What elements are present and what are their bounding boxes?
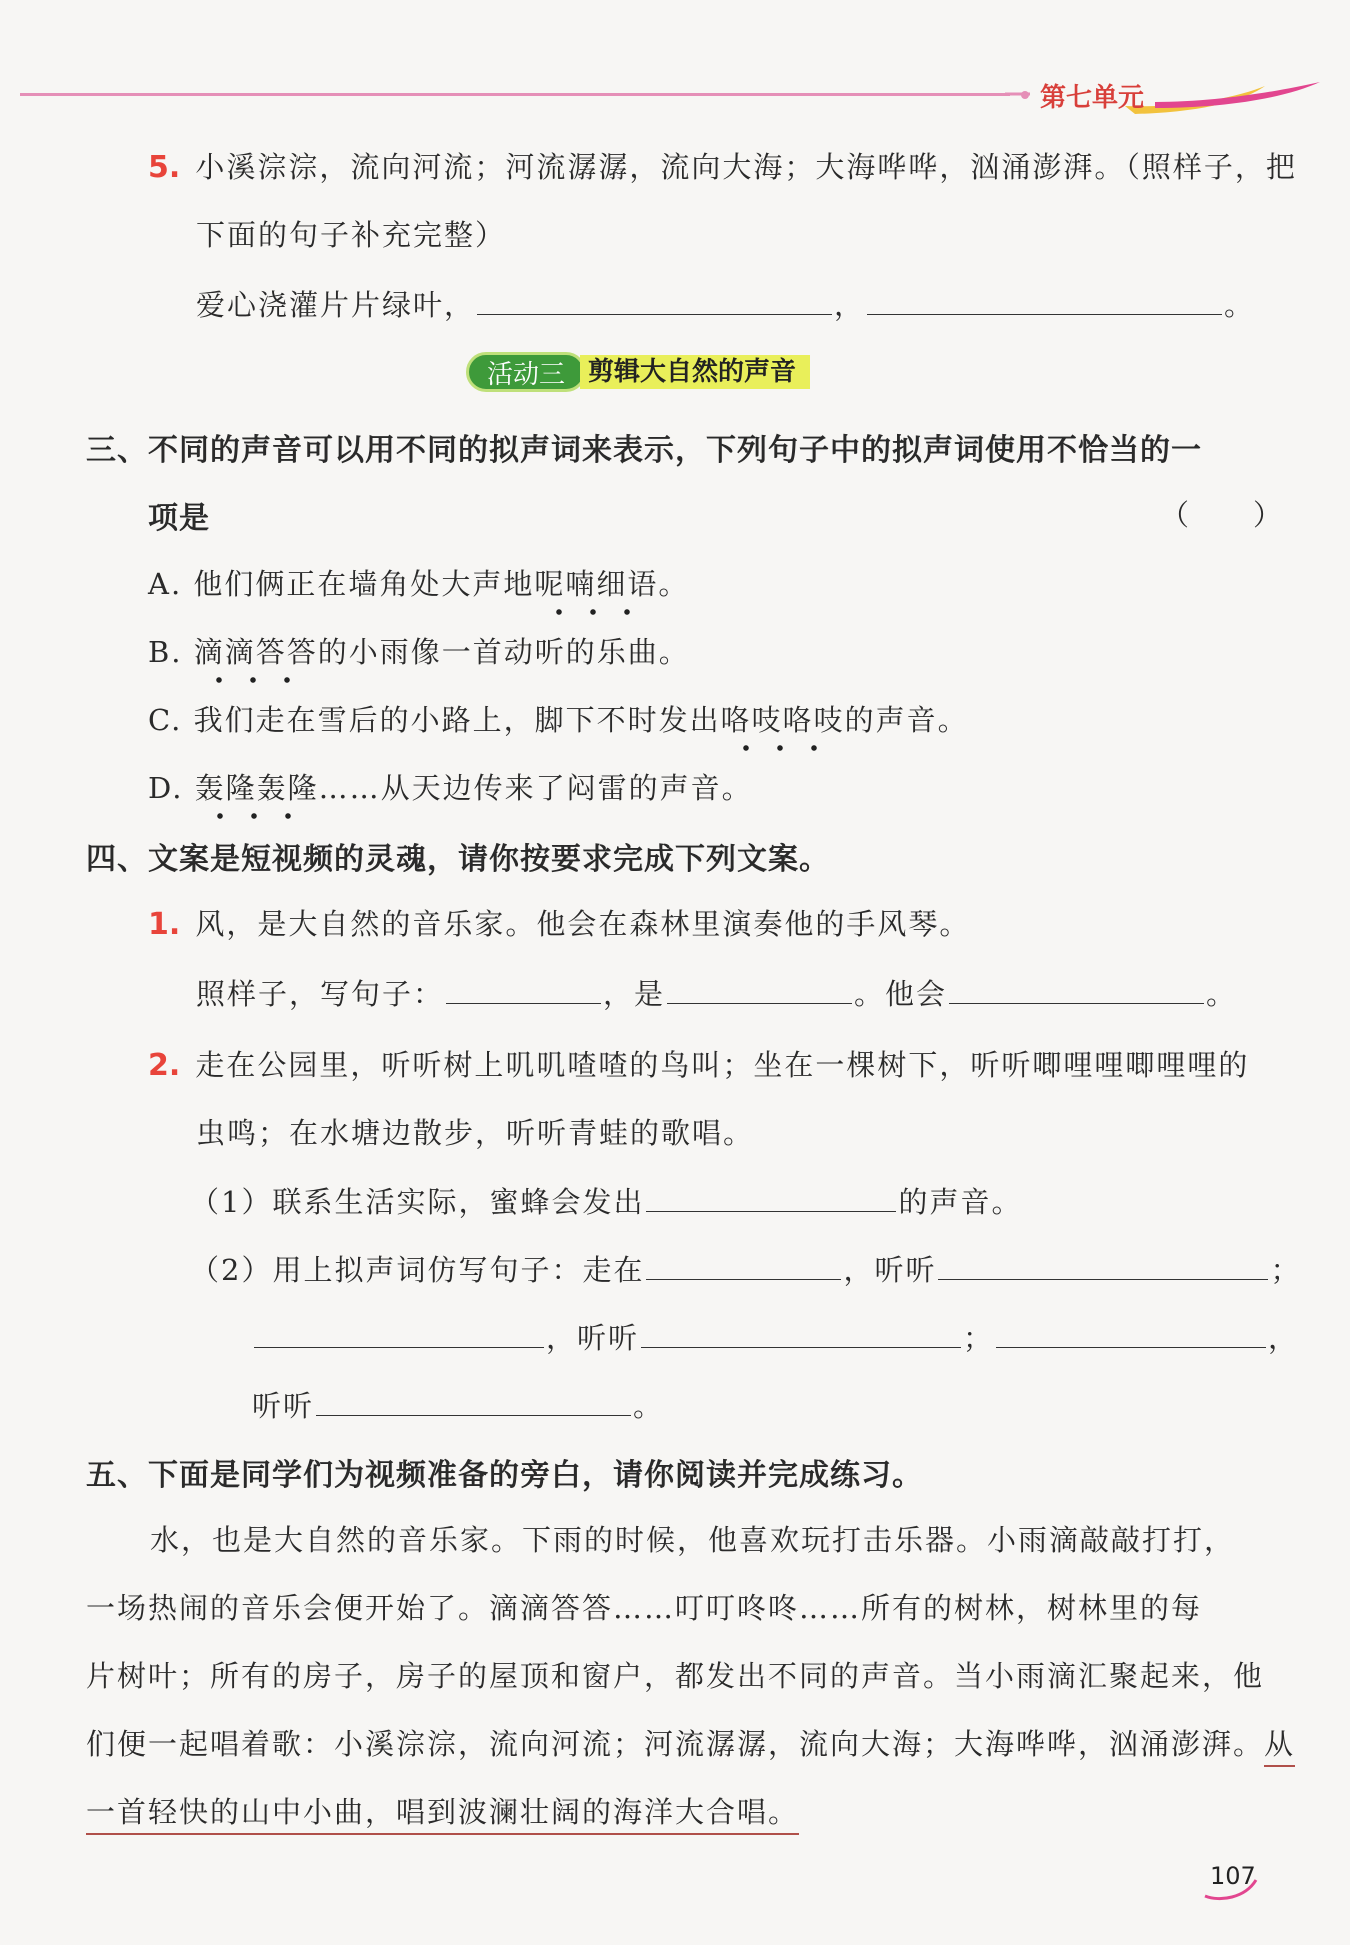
s4-q2-sub1-blank[interactable] [646,1181,896,1212]
page-number: 107 [1210,1862,1256,1890]
option-c-onomatopoeia: 咯吱咯吱 [721,698,845,739]
s4-q2-end: 。 [633,1389,665,1423]
header-divider [20,93,1010,96]
s4-q2-listen-2: ，听听 [546,1321,640,1355]
option-c-end: 的声音。 [844,703,969,737]
q5-period: 。 [1224,288,1256,322]
s4-q1-blank-3[interactable] [949,973,1204,1004]
passage-line-3: 片树叶；所有的房子，房子的屋顶和窗户，都发出不同的声音。当小雨滴汇聚起来，他 [86,1659,1265,1693]
s4-q1-fill-row [196,972,1237,1013]
s4-q1-blank-2[interactable] [667,973,852,1004]
q5-number: 5. [148,150,181,185]
s4-q1-prompt: 照样子，写句子： [196,977,445,1011]
s4-q2-number: 2. [148,1048,181,1083]
s4-q2-listen-1: ，听听 [843,1253,937,1287]
option-a-text: A. 他们俩正在墙角处大声地 [148,567,535,601]
option-a-onomatopoeia: 呢喃细语 [534,562,658,603]
unit-title: 第七单元 [1040,83,1145,113]
s4-q2-sub2-blank-5[interactable] [996,1317,1266,1348]
option-b[interactable] [148,630,690,671]
s4-q1-blank-1[interactable] [446,973,601,1004]
s4-q2-sub2-text: （2）用上拟声词仿写句子：走在 [190,1253,645,1287]
q5 [148,145,1297,186]
s4-q1-end: 。 [1206,977,1238,1011]
s4-q2-sub2-row3 [252,1384,664,1425]
activity-heading [466,352,810,392]
answer-paren[interactable]: （ ） [1160,498,1285,532]
s4-q2-sub2-blank-3[interactable] [254,1317,544,1348]
q5-blank-2[interactable] [867,284,1222,315]
option-d-text: D. [148,771,195,805]
q5-prompt: 爱心浇灌片片绿叶， [196,288,476,322]
option-d-onomatopoeia: 轰隆轰隆 [195,766,319,807]
passage-line-4-text: 们便一起唱着歌：小溪淙淙，流向河流；河流潺潺，流向大海；大海哗哗，汹涌澎湃。 [86,1727,1265,1761]
option-a-end: 。 [658,567,690,601]
s4-q1-is: ，是 [603,977,666,1011]
q5-line1: 小溪淙淙，流向河流；河流潺潺，流向大海；大海哗哗，汹涌澎湃。（照样子，把 [195,150,1297,184]
q5-comma: ， [834,288,866,322]
s4-q2-sub2-blank-6[interactable] [316,1385,631,1416]
passage-line-1: 水，也是大自然的音乐家。下雨的时候，他喜欢玩打击乐器。小雨滴敲敲打打， [150,1523,1236,1557]
option-b-end: 的小雨像一首动听的乐曲。 [317,635,690,669]
s4-q1-number: 1. [148,907,181,942]
passage-line-5 [86,1790,799,1831]
passage-line-2: 一场热闹的音乐会便开始了。滴滴答答……叮叮咚咚……所有的树林，树林里的每 [86,1591,1203,1625]
s4-q2-sub1-text: （1）联系生活实际，蜜蜂会发出 [190,1185,645,1219]
passage-underlined-start: 从 [1264,1727,1295,1767]
passage-underlined-sentence: 一首轻快的山中小曲，唱到波澜壮阔的海洋大合唱。 [86,1795,799,1835]
section4-title: 四、文案是短视频的灵魂，请你按要求完成下列文案。 [86,842,830,877]
q5-fill-row [196,283,1255,324]
option-a[interactable] [148,562,689,603]
s4-q1-he-will: 。他会 [854,977,948,1011]
s4-q2-comma: ， [1268,1321,1300,1355]
option-c[interactable] [148,698,969,739]
option-b-onomatopoeia: 滴滴答答 [194,630,318,671]
s4-q2-sub1 [190,1180,1022,1221]
option-c-text: C. 我们走在雪后的小路上，脚下不时发出 [148,703,721,737]
s4-q2-sub2 [190,1248,1301,1289]
s4-q2-line2: 虫鸣；在水塘边散步，听听青蛙的歌唱。 [196,1116,755,1150]
passage-line-4 [86,1722,1295,1763]
s4-q2-sub1-end: 的声音。 [898,1185,1023,1219]
option-d[interactable] [148,766,753,807]
s4-q1-text: 风，是大自然的音乐家。他会在森林里演奏他的手风琴。 [195,907,971,941]
option-d-end: ……从天边传来了闷雷的声音。 [318,771,753,805]
section3-line1: 三、不同的声音可以用不同的拟声词来表示，下列句子中的拟声词使用不恰当的一 [86,433,1202,468]
s4-q2-sub2-blank-1[interactable] [646,1249,841,1280]
s4-q2 [148,1043,1249,1084]
section3-line2: 项是 [148,501,210,536]
activity-tag: 活动三 [466,352,586,392]
q5-line2: 下面的句子补充完整） [196,218,507,252]
activity-title: 剪辑大自然的声音 [580,355,810,389]
s4-q2-sub2-blank-4[interactable] [641,1317,961,1348]
s4-q2-semicolon-1: ； [1270,1253,1302,1287]
s4-q1 [148,902,970,943]
s4-q2-sub2-row2 [252,1316,1299,1357]
q5-blank-1[interactable] [477,284,832,315]
option-b-text: B. [148,635,194,669]
s4-q2-semicolon-2: ； [963,1321,995,1355]
section5-title: 五、下面是同学们为视频准备的旁白，请你阅读并完成练习。 [86,1458,923,1493]
s4-q2-line1: 走在公园里，听听树上叽叽喳喳的鸟叫；坐在一棵树下，听听唧哩哩唧哩哩的 [195,1048,1250,1082]
s4-q2-sub2-blank-2[interactable] [938,1249,1268,1280]
s4-q2-listen-3: 听听 [252,1389,315,1423]
